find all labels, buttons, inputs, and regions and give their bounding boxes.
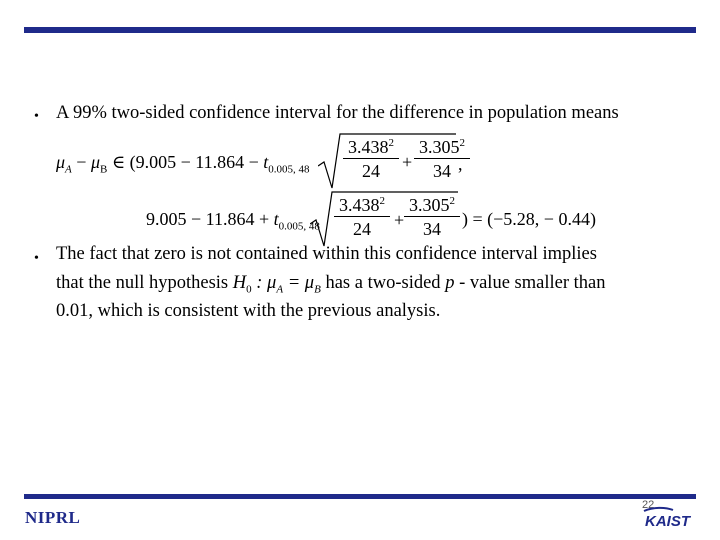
minus-sign: − xyxy=(71,152,91,172)
fraction-2b-denominator: 34 xyxy=(404,216,460,238)
h0-subscript: 0 xyxy=(246,283,252,296)
t-subscript-2: 0.005, 48 xyxy=(278,220,320,233)
h0-mu-a: : μ xyxy=(251,273,277,293)
fraction-1b-numerator: 3.305 xyxy=(419,137,460,157)
t-symbol: t xyxy=(263,152,269,172)
equation-2-lead xyxy=(146,209,320,233)
fraction-1b-exponent: 2 xyxy=(459,137,465,149)
bullet-2-line-3: 0.01, which is consistent with the previous analysis. xyxy=(56,301,441,321)
h0-mu-b-subscript: B xyxy=(314,283,321,296)
t-subscript: 0.005, 48 xyxy=(268,163,310,176)
fraction-1a-exponent: 2 xyxy=(388,137,394,149)
fraction-1a xyxy=(343,138,399,180)
bottom-rule xyxy=(24,494,696,499)
kaist-logo-text: KAIST xyxy=(645,513,690,528)
fraction-2a-denominator: 24 xyxy=(334,216,390,238)
bullet-2-line-2-part-c: - value smaller than xyxy=(454,273,606,293)
mu-a-symbol: μ xyxy=(56,152,66,172)
p-symbol: p xyxy=(445,273,455,293)
fraction-1a-numerator: 3.438 xyxy=(348,137,389,157)
fraction-2b xyxy=(404,196,460,238)
mu-b-subscript: B xyxy=(99,163,108,176)
plus-sign-2: + xyxy=(394,210,405,230)
mu-a-subscript: A xyxy=(65,163,72,176)
kaist-logo xyxy=(643,506,695,528)
fraction-2a-numerator: 3.438 xyxy=(339,195,380,215)
bullet-2-line-1: The fact that zero is not contained within this confidence interval implies xyxy=(56,244,597,264)
bullet-marker-2: • xyxy=(34,251,39,266)
fraction-2a-exponent: 2 xyxy=(379,195,385,207)
bullet-2-line-2-part-a: that the null hypothesis xyxy=(56,273,233,293)
equation-1-comma: , xyxy=(458,154,463,174)
fraction-1b-denominator: 34 xyxy=(414,158,470,180)
fraction-2b-exponent: 2 xyxy=(449,195,455,207)
equation-2-result: ) = (−5.28, − 0.44) xyxy=(462,209,596,229)
bullet-2-line-2-part-b: has a two-sided xyxy=(320,273,446,293)
equation-1-lhs xyxy=(56,152,310,176)
fraction-1a-denominator: 24 xyxy=(343,158,399,180)
bullet-2-line-2 xyxy=(56,273,606,296)
interval-open: ∈ (9.005 − 11.864 − xyxy=(107,152,264,172)
footer-niprl-label: NIPRL xyxy=(25,508,81,527)
fraction-2b-numerator: 3.305 xyxy=(409,195,450,215)
h0-mu-b: = μ xyxy=(283,273,315,293)
h0-symbol: H xyxy=(232,273,247,293)
t-symbol-2: t xyxy=(273,209,279,229)
bullet-1-text: A 99% two-sided confidence interval for the difference in population means xyxy=(56,103,619,123)
plus-sign-1: + xyxy=(402,152,413,172)
page-number: 22 xyxy=(642,499,655,511)
bullet-marker-1: • xyxy=(34,109,39,124)
fraction-2a xyxy=(334,196,390,238)
h0-mu-a-subscript: A xyxy=(276,283,284,296)
mu-b-symbol: μ xyxy=(90,152,100,172)
equation-2-lead-text: 9.005 − 11.864 + xyxy=(146,209,274,229)
top-rule xyxy=(24,27,696,33)
